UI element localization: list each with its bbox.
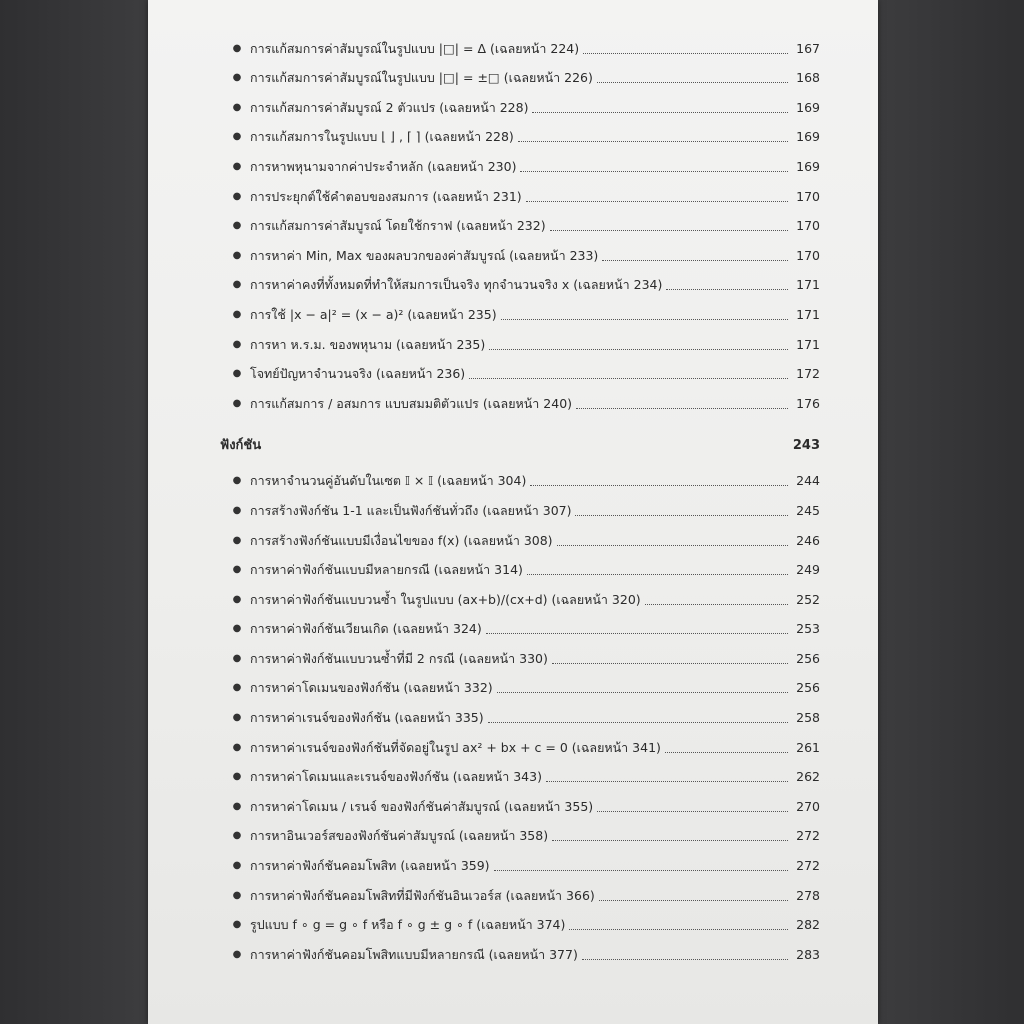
toc-entry-title: โจทย์ปัญหาจำนวนจริง (เฉลยหน้า 236) [250,366,466,382]
bullet-icon: ● [232,190,242,202]
dot-leader [501,319,788,320]
toc-entry [220,265,820,295]
dot-leader [532,112,788,113]
toc-entry-page-number: 270 [796,798,820,814]
dot-leader [665,752,788,753]
bullet-icon: ● [232,279,242,291]
dot-leader [602,260,788,261]
toc-entry-title: การประยุกต์ใช้คำตอบของสมการ (เฉลยหน้า 231) [250,188,522,204]
toc-entry-page-number: 258 [796,710,820,726]
toc-entry [220,294,820,324]
dot-leader [489,349,788,350]
dot-leader [546,781,788,782]
dot-leader [599,900,788,901]
bullet-icon: ● [232,42,242,54]
toc-entry [220,727,820,757]
dot-leader [666,289,788,290]
bullet-icon: ● [232,800,242,812]
bullet-icon: ● [232,741,242,753]
toc-entry [220,816,820,846]
dot-leader [527,574,788,575]
toc-entry-page-number: 172 [796,366,820,382]
toc-entry-title: การแก้สมการค่าสัมบูรณ์ในรูปแบบ |□| = Δ (เฉลยหน้า 224) [250,40,580,56]
toc-entry [220,117,820,147]
toc-entry-title: การหาจำนวนคู่อันดับในเซต 𝕀 × 𝕀 (เฉลยหน้า 304) [250,473,527,489]
bullet-icon: ● [232,830,242,842]
toc-entry-page-number: 282 [796,917,820,933]
bullet-icon: ● [232,623,242,635]
bullet-icon: ● [232,564,242,576]
toc-entry [220,845,820,875]
toc-entry-page-number: 244 [796,473,820,489]
toc-entry-page-number: 167 [796,40,820,56]
toc-entry [220,28,820,58]
toc-entry-page-number: 245 [796,502,820,518]
toc-entry-title: การแก้สมการค่าสัมบูรณ์ โดยใช้กราฟ (เฉลยหน้า 232) [250,218,546,234]
toc-entry [220,146,820,176]
toc-entry-title: การแก้สมการในรูปแบบ ⌊ ⌋ , ⌈ ⌉ (เฉลยหน้า 228) [250,129,514,145]
toc-entry-page-number: 169 [796,158,820,174]
toc-entry [220,638,820,668]
bullet-icon: ● [232,534,242,546]
toc-entry-page-number: 170 [796,218,820,234]
dot-leader [569,929,788,930]
toc-entry [220,905,820,935]
bullet-icon: ● [232,131,242,143]
bullet-icon: ● [232,712,242,724]
toc-entry [220,383,820,413]
dot-leader [575,515,788,516]
dot-leader [469,378,788,379]
table-of-contents [220,28,820,964]
toc-entry [220,490,820,520]
toc-entry-title: การหาค่าคงที่ทั้งหมดที่ทำให้สมการเป็นจริง ทุกจำนวนจริง x (เฉลยหน้า 234) [250,277,663,293]
toc-entry-title: การสร้างฟังก์ชันแบบมีเงื่อนไขของ f(x) (เฉลยหน้า 308) [250,532,553,548]
toc-entry-title: การหาค่าโดเมนของฟังก์ชัน (เฉลยหน้า 332) [250,680,493,696]
dot-leader [597,82,788,83]
bullet-icon: ● [232,475,242,487]
toc-entry-page-number: 253 [796,621,820,637]
toc-entry [220,609,820,639]
bullet-icon: ● [232,652,242,664]
bullet-icon: ● [232,889,242,901]
bullet-icon: ● [232,368,242,380]
section-title: ฟังก์ชัน [220,437,262,453]
dot-leader [497,692,788,693]
toc-entry-title: การหา ห.ร.ม. ของพหุนาม (เฉลยหน้า 235) [250,336,486,352]
dot-leader [597,811,788,812]
toc-entry-page-number: 256 [796,680,820,696]
dot-leader [552,840,788,841]
toc-entry-title: การหาพหุนามจากค่าประจำหลัก (เฉลยหน้า 230) [250,158,517,174]
toc-entry-page-number: 169 [796,129,820,145]
toc-entry-title: การแก้สมการ / อสมการ แบบสมมติตัวแปร (เฉลยหน้า 240) [250,395,573,411]
toc-entry-title: การหาค่าฟังก์ชันแบบมีหลายกรณี (เฉลยหน้า 314) [250,562,523,578]
toc-entry [220,87,820,117]
bullet-icon: ● [232,220,242,232]
toc-entry [220,206,820,236]
toc-entry [220,354,820,384]
toc-entry-title: การหาค่าฟังก์ชันคอมโพสิท (เฉลยหน้า 359) [250,858,490,874]
toc-entry-title: การใช้ |x − a|² = (x − a)² (เฉลยหน้า 235) [250,306,497,322]
toc-entry-page-number: 278 [796,887,820,903]
toc-entry [220,520,820,550]
toc-entry [220,58,820,88]
toc-entry-title: การหาค่าฟังก์ชันแบบวนซ้ำที่มี 2 กรณี (เฉลยหน้า 330) [250,650,548,666]
bullet-icon: ● [232,249,242,261]
toc-entry-title: การหาค่าฟังก์ชันแบบวนซ้ำ ในรูปแบบ (ax+b)/(cx+d) (เฉลยหน้า 320) [250,591,641,607]
toc-entry-title: รูปแบบ f ∘ g = g ∘ f หรือ f ∘ g ± g ∘ f (เฉลยหน้า 374) [250,917,566,933]
toc-entry-page-number: 261 [796,739,820,755]
bullet-icon: ● [232,919,242,931]
toc-entry-title: การหาค่าเรนจ์ของฟังก์ชัน (เฉลยหน้า 335) [250,710,484,726]
toc-entry-title: การหาอินเวอร์สของฟังก์ชันค่าสัมบูรณ์ (เฉลยหน้า 358) [250,828,549,844]
bullet-icon: ● [232,948,242,960]
toc-entry-title: การหาค่าฟังก์ชันเวียนเกิด (เฉลยหน้า 324) [250,621,482,637]
dot-leader [550,230,788,231]
bullet-icon: ● [232,504,242,516]
section-page-number: 243 [792,437,820,453]
toc-entry-title: การแก้สมการค่าสัมบูรณ์ 2 ตัวแปร (เฉลยหน้า 228) [250,99,529,115]
toc-entry [220,934,820,964]
dot-leader [518,141,788,142]
toc-entry-page-number: 252 [796,591,820,607]
toc-entry-page-number: 168 [796,70,820,86]
toc-entry [220,461,820,491]
dot-leader [520,171,788,172]
toc-group-2 [220,461,820,964]
toc-entry [220,697,820,727]
toc-entry-title: การหาค่าโดเมน / เรนจ์ ของฟังก์ชันค่าสัมบูรณ์ (เฉลยหน้า 355) [250,798,594,814]
toc-entry-page-number: 170 [796,188,820,204]
dot-leader [494,870,788,871]
toc-entry-page-number: 256 [796,650,820,666]
toc-entry [220,757,820,787]
toc-entry-page-number: 283 [796,946,820,962]
toc-entry-title: การสร้างฟังก์ชัน 1-1 และเป็นฟังก์ชันทั่วถึง (เฉลยหน้า 307) [250,502,572,518]
toc-entry [220,324,820,354]
toc-entry [220,235,820,265]
toc-entry [220,550,820,580]
toc-entry-title: การหาค่าฟังก์ชันคอมโพสิทที่มีฟังก์ชันอินเวอร์ส (เฉลยหน้า 366) [250,887,595,903]
toc-entry [220,579,820,609]
toc-entry-page-number: 262 [796,769,820,785]
dot-leader [488,722,788,723]
bullet-icon: ● [232,338,242,350]
dot-leader [526,201,788,202]
bullet-icon: ● [232,771,242,783]
toc-entry [220,668,820,698]
toc-entry-title: การหาค่าฟังก์ชันคอมโพสิทแบบมีหลายกรณี (เฉลยหน้า 377) [250,946,578,962]
toc-entry-page-number: 272 [796,858,820,874]
dot-leader [576,408,788,409]
toc-entry-page-number: 171 [796,336,820,352]
toc-entry [220,176,820,206]
toc-entry [220,786,820,816]
toc-entry-page-number: 176 [796,395,820,411]
bullet-icon: ● [232,860,242,872]
toc-entry-page-number: 171 [796,277,820,293]
section-heading [220,437,820,455]
dot-leader [530,485,788,486]
toc-entry-title: การหาค่าโดเมนและเรนจ์ของฟังก์ชัน (เฉลยหน้า 343) [250,769,542,785]
bullet-icon: ● [232,593,242,605]
bullet-icon: ● [232,308,242,320]
bullet-icon: ● [232,160,242,172]
dot-leader [582,959,788,960]
toc-entry-page-number: 249 [796,562,820,578]
bullet-icon: ● [232,101,242,113]
toc-entry-page-number: 246 [796,532,820,548]
toc-entry [220,875,820,905]
toc-group-1 [220,28,820,413]
book-page [148,0,878,1024]
toc-entry-page-number: 169 [796,99,820,115]
dot-leader [486,633,788,634]
toc-entry-page-number: 171 [796,306,820,322]
toc-entry-title: การหาค่าเรนจ์ของฟังก์ชันที่จัดอยู่ในรูป ax² + bx + c = 0 (เฉลยหน้า 341) [250,739,661,755]
toc-entry-title: การแก้สมการค่าสัมบูรณ์ในรูปแบบ |□| = ±□ (เฉลยหน้า 226) [250,70,593,86]
dot-leader [552,663,788,664]
bullet-icon: ● [232,397,242,409]
toc-entry-page-number: 170 [796,247,820,263]
toc-entry-title: การหาค่า Min, Max ของผลบวกของค่าสัมบูรณ์ (เฉลยหน้า 233) [250,247,599,263]
toc-entry-page-number: 272 [796,828,820,844]
dot-leader [557,545,788,546]
bullet-icon: ● [232,72,242,84]
dot-leader [645,604,788,605]
bullet-icon: ● [232,682,242,694]
dot-leader [583,53,788,54]
